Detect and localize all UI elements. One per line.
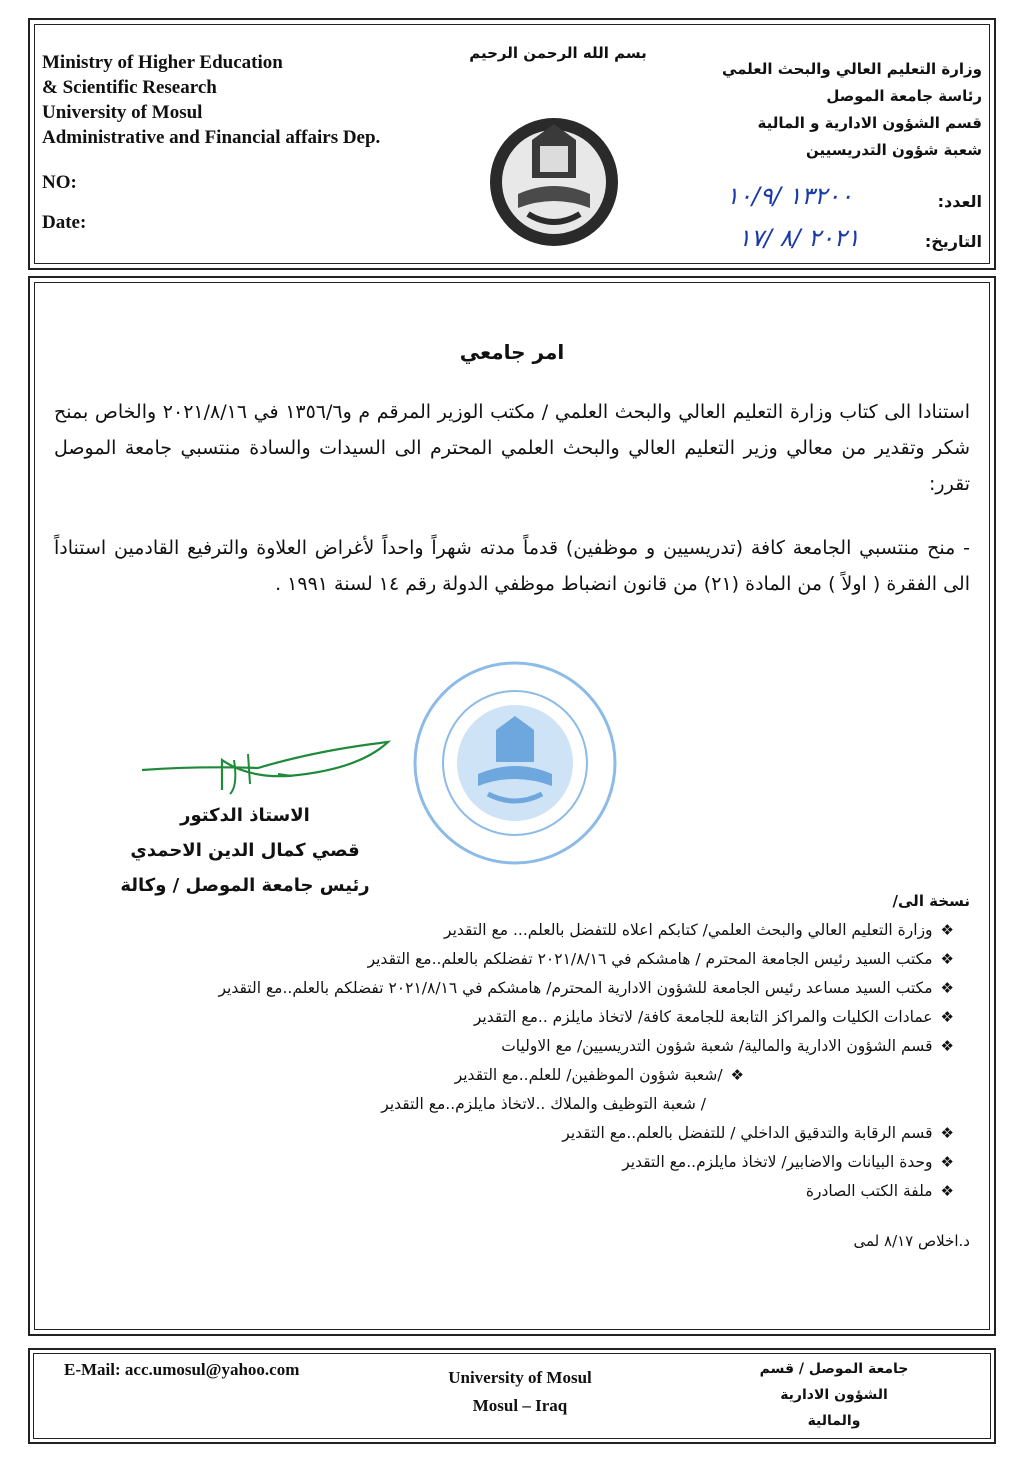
order-paragraph: استنادا الى كتاب وزارة التعليم العالي والبحث العلمي / مكتب الوزير المرقم م و١٣٥٦/٦ في ٢٠٢١/٨/١٦ والخاص بمنح شكر وتقدير من معالي وزير التعليم العالي والبحث العلمي المحترم الى السيدات والسادة منتسبي جامعة الموصل تقرر: xyxy=(54,401,970,495)
diamond-bullet-icon: ❖ xyxy=(940,1037,954,1055)
footer-arabic-line-3: والمالية xyxy=(807,1413,861,1429)
blue-office-stamp-icon xyxy=(410,658,620,868)
english-line-ministry: Ministry of Higher Education xyxy=(42,52,283,73)
footer-arabic-line-2: الشؤون الادارية xyxy=(780,1387,888,1403)
diamond-bullet-icon: ❖ xyxy=(940,1124,954,1142)
handwritten-number: ١٣٢٠٠ /١٠/٩ xyxy=(726,182,853,210)
arabic-letterhead xyxy=(722,56,982,164)
order-item: - منح منتسبي الجامعة كافة (تدريسيين و موظفين) قدماً مدته شهراً واحداً لأغراض العلاوة والترفيع القادمين استناداً الى الفقرة ( اولاً ) من المادة (٢١) من قانون انضباط موظفي الدولة رقم ١٤ لسنة ١٩٩١ . xyxy=(54,537,970,595)
english-date-label: Date: xyxy=(42,212,87,233)
diamond-bullet-icon: ❖ xyxy=(940,1008,954,1026)
letterhead xyxy=(28,18,996,270)
footer-university xyxy=(420,1364,620,1420)
english-no-label: NO: xyxy=(42,172,77,193)
english-line-university: University of Mosul xyxy=(42,102,203,123)
footer-university-name: University of Mosul xyxy=(448,1368,592,1387)
order-body xyxy=(28,276,996,1336)
arabic-date-label: التاريخ: xyxy=(924,232,982,251)
university-seal-icon xyxy=(488,90,620,266)
diamond-bullet-icon: ❖ xyxy=(730,1066,744,1084)
green-signature-icon xyxy=(138,730,398,800)
list-item: ❖قسم الرقابة والتدقيق الداخلي / للتفضل بالعلم..مع التقدير xyxy=(562,1124,954,1142)
arabic-line-ministry: وزارة التعليم العالي والبحث العلمي xyxy=(721,60,982,78)
copies-list xyxy=(54,916,954,1206)
basmala: بسم الله الرحمن الرحيم xyxy=(469,44,647,62)
document-title: امر جامعي xyxy=(459,340,565,364)
list-item: ❖قسم الشؤون الادارية والمالية/ شعبة شؤون التدريسيين/ مع الاوليات xyxy=(501,1037,954,1055)
footer-arabic-line-1: جامعة الموصل / قسم xyxy=(759,1361,909,1377)
diamond-bullet-icon: ❖ xyxy=(940,979,954,997)
signer-name: قصي كمال الدين الاحمدي xyxy=(130,840,360,861)
arabic-line-department: قسم الشؤون الادارية و المالية xyxy=(757,114,982,132)
diamond-bullet-icon: ❖ xyxy=(940,1153,954,1171)
list-item: ❖/شعبة شؤون الموظفين/ للعلم..مع التقدير xyxy=(454,1066,744,1084)
list-item: ❖ملفة الكتب الصادرة xyxy=(805,1182,954,1200)
english-line-department: Administrative and Financial affairs Dep. xyxy=(42,127,381,148)
footer-email: E-Mail: acc.umosul@yahoo.com xyxy=(64,1360,300,1379)
footer xyxy=(28,1348,996,1444)
footer-arabic xyxy=(744,1356,924,1434)
english-letterhead xyxy=(42,50,380,150)
list-item: ❖وزارة التعليم العالي والبحث العلمي/ كتابكم اعلاه للتفضل بالعلم... مع التقدير xyxy=(444,921,954,939)
list-item: ❖وحدة البيانات والاضابير/ لاتخاذ مايلزم..مع التقدير xyxy=(622,1153,954,1171)
signer-block xyxy=(90,798,400,903)
diamond-bullet-icon: ❖ xyxy=(940,921,954,939)
list-item: ❖مكتب السيد مساعد رئيس الجامعة للشؤون الادارية المحترم/ هامشكم في ٢٠٢١/٨/١٦ تفضلكم بالعلم..مع التقدير xyxy=(218,979,954,997)
list-item: / شعبة التوظيف والملاك ..لاتخاذ مايلزم..مع التقدير xyxy=(381,1095,706,1113)
arabic-line-section: شعبة شؤون التدريسيين xyxy=(805,141,982,159)
signer-position: رئيس جامعة الموصل / وكالة xyxy=(120,875,370,896)
typist-note: د.اخلاص ٨/١٧ لمى xyxy=(853,1232,970,1250)
arabic-line-presidency: رئاسة جامعة الموصل xyxy=(826,87,982,105)
arabic-no-label: العدد: xyxy=(937,192,982,211)
list-item: ❖مكتب السيد رئيس الجامعة المحترم / هامشكم في ٢٠٢١/٨/١٦ تفضلكم بالعلم..مع التقدير xyxy=(367,950,954,968)
diamond-bullet-icon: ❖ xyxy=(940,950,954,968)
footer-university-city: Mosul – Iraq xyxy=(472,1396,568,1415)
list-item: ❖عمادات الكليات والمراكز التابعة للجامعة كافة/ لاتخاذ مايلزم ..مع التقدير xyxy=(473,1008,954,1026)
signer-title: الاستاذ الدكتور xyxy=(180,805,310,826)
handwritten-date: ٢٠٢١ /٨ /١٧ xyxy=(738,224,860,252)
copies-heading: نسخة الى/ xyxy=(892,892,970,910)
english-line-research: & Scientific Research xyxy=(42,77,217,98)
diamond-bullet-icon: ❖ xyxy=(940,1182,954,1200)
